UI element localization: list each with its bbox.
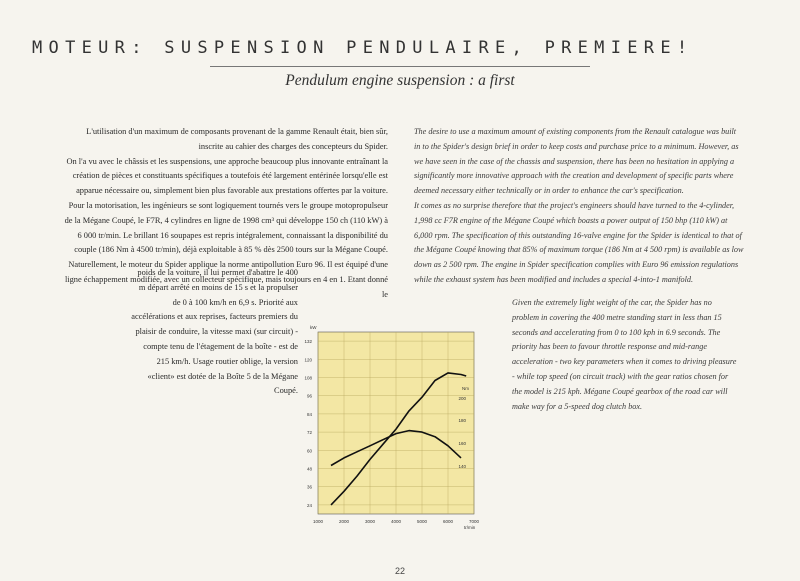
x-tick-label: 5000: [416, 519, 428, 524]
y-left-tick-label: 24: [306, 502, 312, 508]
y-left-tick-label: 96: [306, 393, 312, 399]
power-torque-chart: [296, 318, 496, 540]
y-left-tick-label: 60: [306, 448, 312, 454]
y-right-axis-label: Nm: [462, 386, 469, 391]
y-right-tick-label: 140: [458, 464, 466, 469]
english-column: [414, 125, 744, 288]
x-axis-label: tr/min: [464, 525, 476, 530]
x-tick-label: 2000: [338, 519, 350, 524]
x-tick-label: 6000: [442, 519, 454, 524]
english-wrap-paragraph: Given the extremely light weight of the car, the Spider has no problem in covering the 400 metre standing start in less than 15 seconds and accelerating from 0 to 100 kph in 6.9 seconds. The priority has been to favour throttle response and mid-range acceleration - two key parameters when it comes to driving pleasure - while top speed (on circuit track) with the gear ratios chosen for the model is 215 kph. Mégane Coupé gearbox of the road car will make way for a 5-speed dog clutch box.: [512, 298, 737, 411]
page-subtitle: Pendulum engine suspension : a first: [285, 72, 515, 89]
y-left-tick-label: 36: [306, 484, 312, 490]
chart-svg: [296, 318, 496, 540]
y-left-tick-label: 132: [304, 339, 312, 345]
y-left-tick-label: 108: [304, 375, 312, 381]
french-wrap-paragraph: poids de la voiture, il lui permet d'abattre le 400 m départ arrêté en moins de 15 s et la propulser de 0 à 100 km/h en 6,9 s. Priorité aux accélérations et aux reprises, facteurs premiers du plaisir de conduire, la vitesse maxi (sur circuit) - compte tenu de l'étagement de la boîte - est de 215 km/h. Usage routier oblige, la version «client» est dotée de la Boîte 5 de la Mégane Coupé.: [131, 268, 298, 396]
french-paragraph: On l'a vu avec le châssis et les suspensions, une approche beaucoup plus innovante entraînant la création de pièces et constituants spécifiques a toutefois été largement entérinée lorsqu'elle est apparue nécessaire ou, simplement bien plus favorable aux prestations offertes par la voiture.: [66, 156, 388, 196]
english-paragraph: The desire to use a maximum amount of existing components from the Renault catalogue was built in to the Spider's design brief in order to keep costs and purchase price to a minimum. However, as we have seen in the case of the chassis and suspension, there has been no hesitation in applying a significantly more innovative approach with the creation and development of specific parts where deemed necessary either technically or in order to enhance the car's specification.: [414, 127, 739, 196]
x-tick-label: 7000: [468, 519, 480, 524]
page-number: 22: [394, 566, 405, 576]
x-tick-label: 1000: [312, 519, 324, 524]
y-left-tick-label: 72: [306, 430, 312, 436]
y-left-axis-label: kW: [310, 325, 317, 330]
y-right-tick-label: 200: [458, 396, 466, 401]
y-left-tick-label: 120: [304, 357, 312, 363]
y-right-tick-label: 180: [458, 418, 466, 423]
page-title: MOTEUR: SUSPENSION PENDULAIRE, PREMIERE!: [32, 38, 694, 58]
x-tick-label: 4000: [390, 519, 402, 524]
french-paragraph: Naturellement, le moteur du Spider applique la norme antipollution Euro 96. Il est équipé d'une ligne échappement modifiée, avec un collecteur spécifique, mais toujours en 4 en 1. Etant donné le: [64, 260, 388, 299]
title-divider: [210, 66, 590, 67]
y-left-tick-label: 48: [306, 466, 312, 472]
y-right-tick-label: 160: [458, 441, 466, 446]
french-paragraph: L'utilisation d'un maximum de composants provenant de la gamme Renault était, bien sûr, inscrite au cahier des charges des concepteurs du Spider.: [86, 127, 388, 151]
x-tick-label: 3000: [364, 519, 376, 524]
french-paragraph: Pour la motorisation, les ingénieurs se sont logiquement tournés vers le groupe motopropulseur de la Mégane Coupé, le F7R, 4 cylindres en ligne de 1998 cm³ qui développe 150 ch (110 kW) à 6 000 tr/min. Le brillant 16 soupapes est repris intégralement, connaissant la disponibilité du couple (186 Nm à 4500 tr/min), déjà exploitable à 85 % dès 2500 tours sur la Mégane Coupé.: [64, 200, 388, 255]
english-paragraph: It comes as no surprise therefore that the project's engineers should have turned to the 4-cylinder, 1,998 cc F7R engine of the Mégane Coupé which boasts a power output of 150 bhp (110 kW) at 6,000 rpm. The specification of this outstanding 16-valve engine for the Spider is identical to that of the Mégane Coupé knowing that 85% of maximum torque (186 Nm at 4 500 rpm) is available as low down as 2 500 rpm. The engine in Spider specification complies with Euro 96 emission regulations while the exhaust system has been modified and includes a special 4-into-1 manifold.: [414, 200, 744, 284]
y-left-tick-label: 84: [306, 411, 312, 417]
